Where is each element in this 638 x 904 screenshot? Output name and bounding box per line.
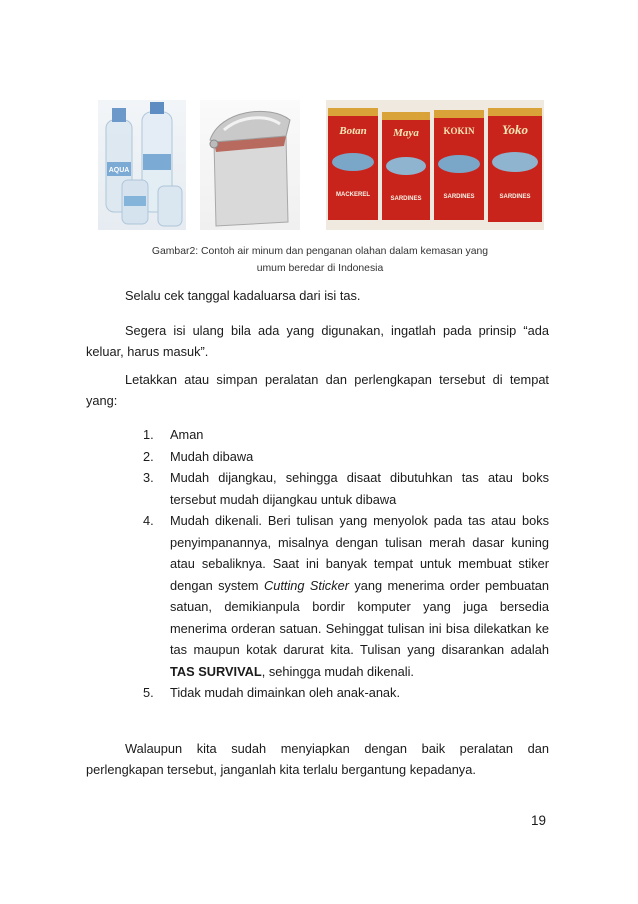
list-number: 4. — [143, 513, 154, 528]
can-sub-label-1: MACKEREL — [336, 192, 370, 198]
paragraph-final: Walaupun kita sudah menyiapkan dengan baik peralatan dan perlengkapan tersebut, janganlah kita terlalu bergantung kepadanya. — [86, 741, 549, 777]
list-number: 5. — [143, 685, 154, 700]
can-label-1: Botan — [339, 125, 367, 137]
list-text: Tidak mudah dimainkan oleh anak-anak. — [170, 685, 401, 700]
photo-water-bottles — [98, 100, 186, 230]
photo-tin-can — [200, 100, 300, 230]
list-text-bold: TAS SURVIVAL — [170, 663, 262, 679]
bottle-label: AQUA — [108, 167, 130, 174]
list-text-italic: Cutting Sticker — [263, 577, 349, 593]
paragraph-refill: Segera isi ulang bila ada yang digunakan, ingatlah pada prinsip “ada keluar, harus masuk”. — [86, 323, 549, 359]
opened-can-illustration — [200, 100, 300, 230]
sardine-cans-illustration — [326, 100, 544, 230]
list-item — [143, 467, 549, 510]
water-bottles-illustration — [98, 100, 186, 230]
list-item — [143, 510, 549, 682]
paragraph-storage: Letakkan atau simpan peralatan dan perlengkapan tersebut di tempat yang: — [86, 372, 549, 408]
can-sub-label-2: SARDINES — [390, 196, 422, 202]
list-number: 3. — [143, 470, 154, 485]
can-label-4: Yoko — [502, 122, 528, 137]
list-number: 1. — [143, 427, 154, 442]
figure-caption-line-2: umum beredar di Indonesia — [256, 263, 384, 274]
can-label-2: Maya — [393, 127, 419, 139]
list-text: Mudah dibawa — [170, 448, 254, 464]
figure — [98, 100, 544, 230]
can-sub-label-4: SARDINES — [499, 194, 531, 200]
list-text-a: Mudah dikenali. Beri tulisan yang menyolok pada tas atau boks penyimpanannya, misalnya dengan tulisan merah dasar kuning atau sebaliknya. Saat ini banyak tempat untuk membuat stiker dengan system — [170, 513, 549, 593]
can-label-3: KOKIN — [443, 126, 475, 136]
list-text: Aman — [170, 427, 204, 442]
list-number: 2. — [143, 448, 154, 464]
can-sub-label-3: SARDINES — [443, 194, 475, 200]
list-item — [143, 446, 549, 468]
page-number: 19 — [530, 813, 546, 828]
photo-sardine-cans — [326, 100, 544, 230]
list-text-c: , sehingga mudah dikenali. — [261, 663, 414, 679]
list-text: Mudah dijangkau, sehingga disaat dibutuhkan tas atau boks tersebut mudah dijangkau untuk dibawa — [170, 470, 549, 507]
figure-caption-line-1: Gambar2: Contoh air minum dan penganan olahan dalam kemasan yang — [151, 246, 489, 257]
list-text-b: yang menerima order pembuatan satuan, demikianpula bordir komputer yang juga bersedia menerima orderan satuan. Sehinggat tulisan ini bisa dilekatkan ke tas maupun kotak darurat kita. Tulisan yang disarankan adalah — [170, 577, 550, 657]
paragraph-check-expiry: Selalu cek tanggal kadaluarsa dari isi tas. — [125, 288, 361, 303]
list-item — [143, 424, 549, 446]
storage-criteria-list — [143, 424, 549, 704]
list-item — [143, 682, 549, 704]
